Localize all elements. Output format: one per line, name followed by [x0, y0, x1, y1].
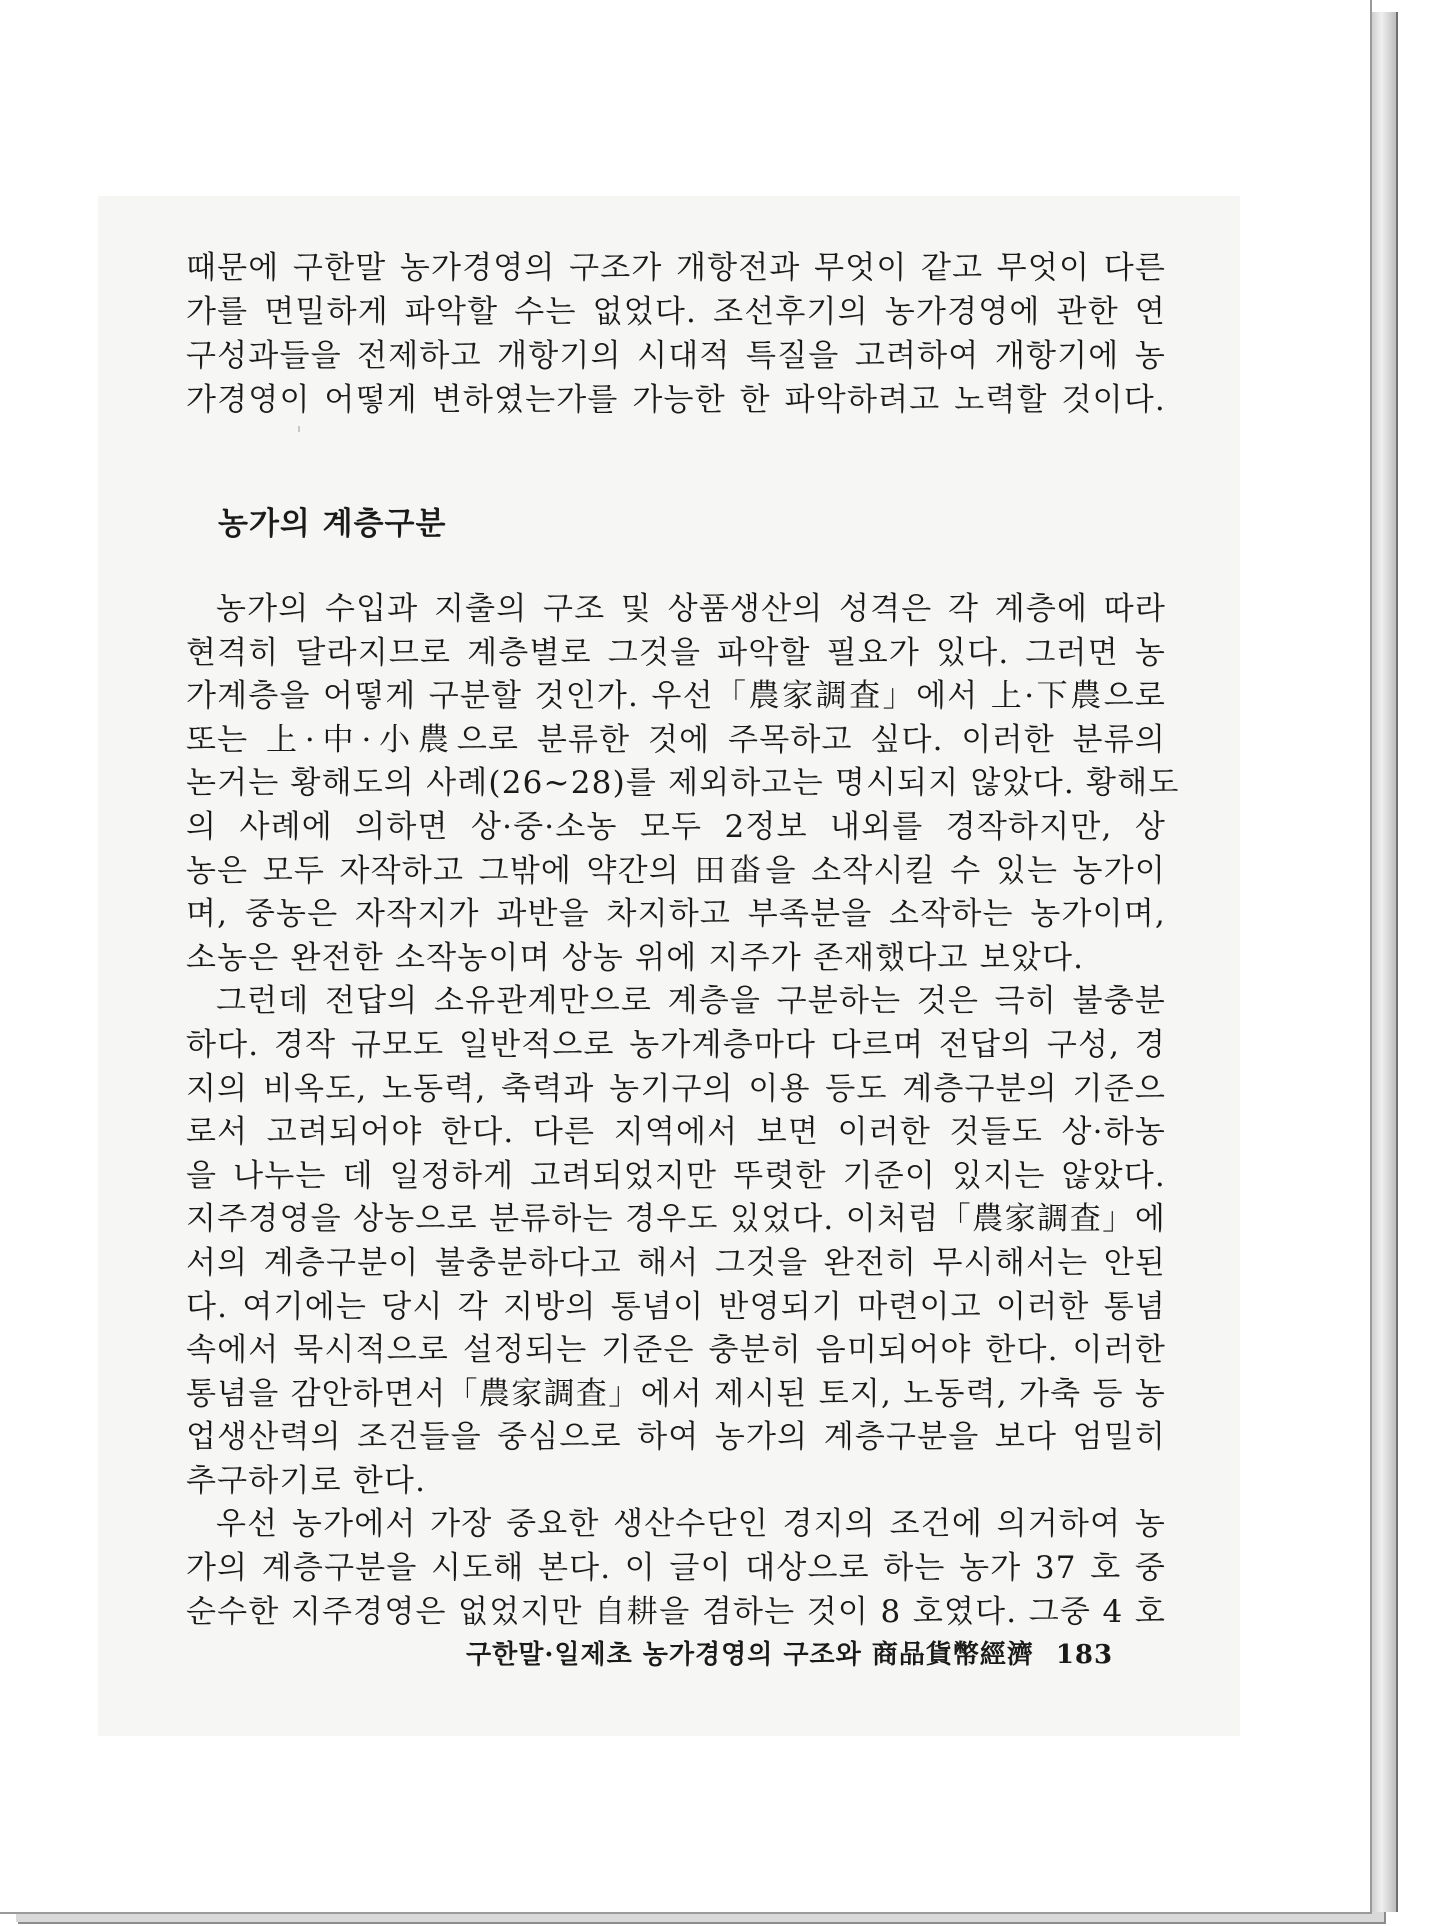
body-line: 지의 비옥도, 노동력, 축력과 농기구의 이용 등도 계층구분의 기준으	[186, 1070, 1166, 1107]
body-line: 가의 계층구분을 시도해 본다. 이 글이 대상으로 하는 농가 37 호 중	[186, 1550, 1166, 1587]
intro-line: 가를 면밀하게 파악할 수는 없었다. 조선후기의 농가경영에 관한 연	[186, 294, 1166, 330]
body-line: 순수한 지주경영은 없었지만 自耕을 겸하는 것이 8 호였다. 그중 4 호	[186, 1593, 1166, 1630]
intro-line: 가경영이 어떻게 변하였는가를 가능한 한 파악하려고 노력할 것이다.	[186, 382, 1166, 418]
intro-line: 때문에 구한말 농가경영의 구조가 개항전과 무엇이 같고 무엇이 다른	[186, 250, 1166, 286]
body-line: 추구하기로 한다.	[186, 1462, 427, 1499]
section-heading: 농가의 계층구분	[218, 506, 447, 542]
body-line: 지주경영을 상농으로 분류하는 경우도 있었다. 이처럼「農家調査」에	[186, 1201, 1166, 1238]
body-text	[186, 588, 1180, 1634]
body-line: 업생산력의 조건들을 중심으로 하여 농가의 계층구분을 보다 엄밀히	[186, 1419, 1166, 1456]
body-line: 우선 농가에서 가장 중요한 생산수단인 경지의 조건에 의거하여 농	[216, 1506, 1166, 1543]
page-edge	[1372, 12, 1398, 1912]
body-line: 논거는 황해도의 사례(26~28)를 제외하고는 명시되지 않았다. 황해도	[186, 765, 1180, 802]
body-line: 농은 모두 자작하고 그밖에 약간의 田畓을 소작시킬 수 있는 농가이	[186, 852, 1166, 889]
body-line: 로서 고려되어야 한다. 다른 지역에서 보면 이러한 것들도 상·하농	[186, 1114, 1166, 1151]
body-line: 통념을 감안하면서「農家調査」에서 제시된 토지, 노동력, 가축 등 농	[186, 1375, 1166, 1412]
body-line: 그런데 전답의 소유관계만으로 계층을 구분하는 것은 극히 불충분	[216, 983, 1166, 1020]
body-line: 의 사례에 의하면 상·중·소농 모두 2정보 내외를 경작하지만, 상	[186, 808, 1166, 845]
body-line: 또는 上·中·小農으로 분류한 것에 주목하고 싶다. 이러한 분류의	[186, 721, 1166, 758]
body-line: 소농은 완전한 소작농이며 상농 위에 지주가 존재했다고 보았다.	[186, 939, 1085, 976]
running-title: 구한말·일제초 농가경영의 구조와 商品貨幣經濟	[466, 1640, 1034, 1670]
page-footer	[466, 1634, 1113, 1671]
body-line: 현격히 달라지므로 계층별로 그것을 파악할 필요가 있다. 그러면 농	[186, 634, 1166, 671]
intro-line: 구성과들을 전제하고 개항기의 시대적 특질을 고려하여 개항기에 농	[186, 338, 1166, 374]
body-line: 며, 중농은 자작지가 과반을 차지하고 부족분을 소작하는 농가이며,	[186, 896, 1166, 933]
page-number: 183	[1055, 1640, 1114, 1670]
scan-speck	[298, 426, 300, 432]
body-line: 다. 여기에는 당시 각 지방의 통념이 반영되기 마련이고 이러한 통념	[186, 1288, 1166, 1325]
body-line: 농가의 수입과 지출의 구조 및 상품생산의 성격은 각 계층에 따라	[216, 591, 1166, 627]
body-line: 하다. 경작 규모도 일반적으로 농가계층마다 다르며 전답의 구성, 경	[186, 1026, 1166, 1063]
body-line: 서의 계층구분이 불충분하다고 해서 그것을 완전히 무시해서는 안된	[186, 1244, 1166, 1281]
body-line: 가계층을 어떻게 구분할 것인가. 우선「農家調査」에서 上·下農으로	[186, 678, 1166, 715]
body-line: 을 나누는 데 일정하게 고려되었지만 뚜렷한 기준이 있지는 않았다.	[186, 1157, 1166, 1194]
intro-paragraph	[186, 246, 1166, 422]
body-line: 속에서 묵시적으로 설정되는 기준은 충분히 음미되어야 한다. 이러한	[186, 1332, 1166, 1369]
